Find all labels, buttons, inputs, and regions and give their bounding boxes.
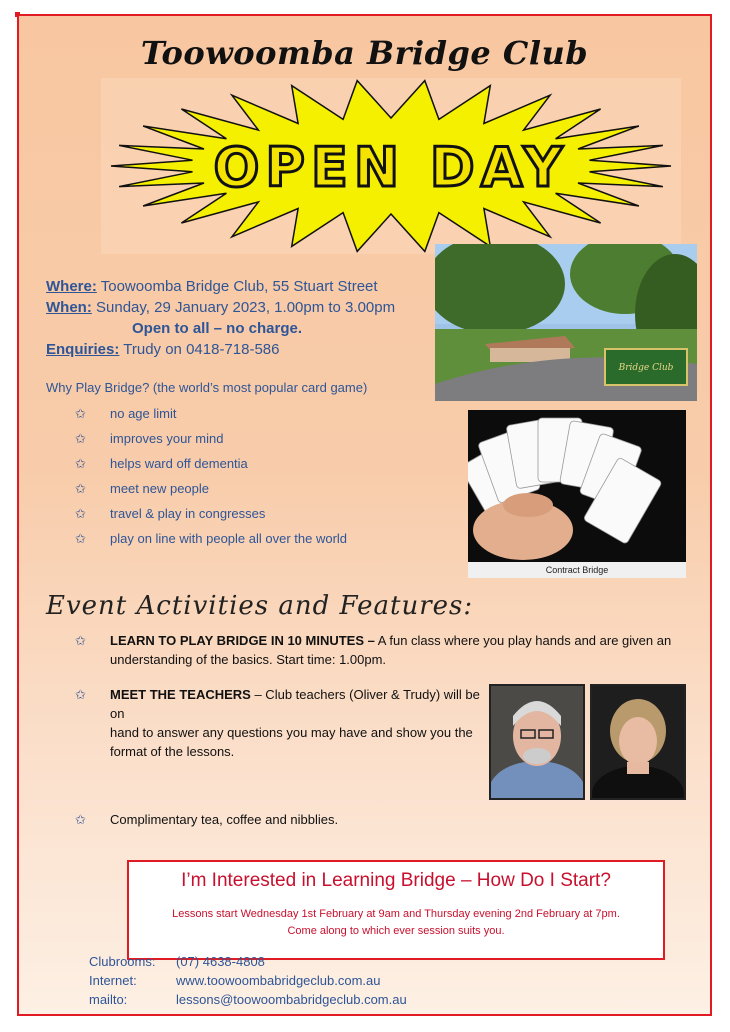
reason-item: ✩ improves your mind [75,431,224,446]
star-icon: ✩ [75,687,86,702]
star-icon: ✩ [75,431,86,446]
contact-email[interactable]: mailto: lessons@toowoombabridgeclub.com.au [89,992,407,1007]
teacher-trudy-photo [590,684,686,800]
contact-phone: Clubrooms: (07) 4638-4808 [89,954,265,969]
sign-text: Bridge Club [618,363,674,373]
enquiries-value: Trudy on 0418-718-586 [123,341,280,358]
reason-item: ✩ helps ward off dementia [75,456,248,471]
callout-text: Lessons start Wednesday 1st February at 9am and Thursday evening 2nd February at 7pm. Come along to which ever session suits you. [172,908,620,937]
open-note: Open to all – no charge. [132,320,303,337]
flyer-page: Toowoomba Bridge Club OPEN DAY Where: Toowoomba Bridge Club, 55 Stuart Street When: Sunday, 29 January 2023, 1.00pm to 3.00pm Open to all – no charge. Enquiries: Trudy on 0418-718-586 Why Play Bridge? (the world’s most popular card game) ✩ no age limit ✩ improves your mind ✩ helps ward off dementia ✩ meet new people ✩ travel & play in congresses ✩ play on line with people all over the world Bridge Club Contract Bridge Event Activities and Features: ✩ LEARN TO PLAY BRIDGE IN 10 MINUTES – A fun class where you play hands and are given an understanding of the basics. Start time: 1.00pm. ✩ MEET THE TEACHERS – Club teachers (Oliver & Trudy) will be on hand to answer any questions you may have and show you the format of the lessons. ✩ Complimentary tea, coffee and nibblies. I’m Interested in Learning Bridge – How Do I Start? Lessons start Wednesday 1st February at 9am and Thursday evening 2nd February at 7pm. Come along to which ever session suits you. Clubrooms: (07) 4638-4808 Internet: www.toowoombabridgeclub.com.au mailto: lessons@toowoombabridgeclub.com.au [17,14,712,1016]
where-line [46,278,378,295]
page-title: Toowoomba Bridge Club [140,34,589,72]
where-value: Toowoomba Bridge Club, 55 Stuart Street [100,278,378,295]
reason-item: ✩ meet new people [75,481,210,496]
star-icon: ✩ [75,481,86,496]
reason-item: ✩ travel & play in congresses [75,506,266,521]
clubhouse-photo [435,244,697,401]
when-label: When: [46,299,92,316]
when-line [46,299,395,316]
where-label: Where: [46,278,97,295]
star-icon: ✩ [75,633,86,648]
open-day-banner [101,78,681,254]
when-value: Sunday, 29 January 2023, 1.00pm to 3.00pm [96,299,396,316]
learning-callout [127,860,665,960]
contact-website[interactable]: Internet: www.toowoombabridgeclub.com.au [89,973,381,988]
card-caption: Contract Bridge [468,562,686,578]
callout-heading: I’m Interested in Learning Bridge – How Do I Start? [181,870,611,891]
why-play-heading: Why Play Bridge? (the world’s most popular card game) [46,380,368,395]
reason-item: ✩ play on line with people all over the world [75,531,348,546]
section-title: Event Activities and Features: [46,591,474,621]
cards-photo [468,410,686,578]
star-icon: ✩ [75,812,86,827]
enquiries-line [46,341,279,358]
reason-item: ✩ no age limit [75,406,177,421]
teacher-oliver-photo [489,684,585,800]
star-icon: ✩ [75,531,86,546]
enquiries-label: Enquiries: [46,341,120,358]
star-icon: ✩ [75,456,86,471]
banner-text: OPEN DAY [213,136,569,199]
star-icon: ✩ [75,406,86,421]
star-icon: ✩ [75,506,86,521]
starburst-shape [101,78,681,254]
